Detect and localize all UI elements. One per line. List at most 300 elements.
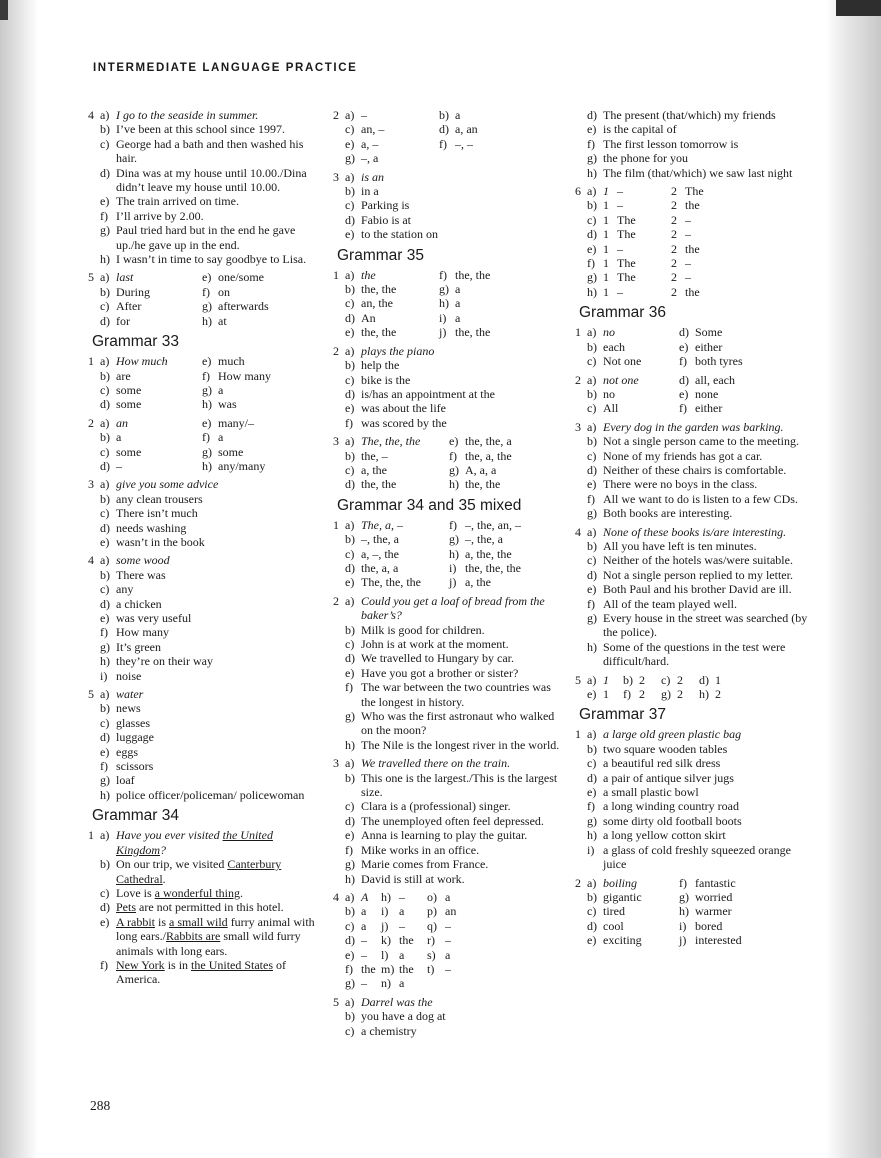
exercise-number xyxy=(88,397,100,411)
answer-row xyxy=(575,742,810,756)
exercise xyxy=(333,170,563,242)
answer-text: a large old green plastic bag xyxy=(603,727,742,742)
answer-row xyxy=(575,611,810,640)
answer-text: many/– xyxy=(218,415,254,430)
exercise-number xyxy=(575,539,587,553)
answer-pair-left xyxy=(345,137,439,151)
answer-row xyxy=(88,582,324,596)
exercise xyxy=(333,594,563,752)
item-letter: – xyxy=(685,270,691,285)
exercise-number xyxy=(333,771,345,800)
exercise xyxy=(88,553,324,683)
answer-pair-right xyxy=(679,387,718,401)
item-letter: h) xyxy=(587,639,597,654)
answer-row xyxy=(88,687,324,701)
exercise-number xyxy=(575,687,587,701)
answer-text: 1 xyxy=(603,227,609,242)
answer-row xyxy=(575,553,810,567)
answer-row xyxy=(575,420,810,434)
plain-text: are not permitted in this hotel. xyxy=(136,900,284,915)
answer-pair-right xyxy=(439,137,473,151)
item-letter: e) xyxy=(345,401,355,416)
item-letter: c) xyxy=(100,382,110,397)
answer-text: was xyxy=(218,397,237,412)
item-letter: e) xyxy=(345,665,355,680)
answer-row xyxy=(333,623,563,637)
answer-text: is an xyxy=(361,169,385,184)
answer-text: 1 xyxy=(603,241,609,256)
answer-row xyxy=(333,108,563,122)
item-letter: h) xyxy=(449,477,459,492)
exercise-number xyxy=(575,401,587,415)
item-letter: f) xyxy=(345,680,353,695)
answer-row xyxy=(575,184,810,198)
plain-text: small wild furry animals with long ears. xyxy=(116,929,301,958)
answer-row xyxy=(88,137,324,166)
item-letter: a) xyxy=(587,727,597,742)
answer-row xyxy=(575,933,810,947)
answer-text: the, the xyxy=(361,477,397,492)
page-left-edge-shadow xyxy=(0,0,38,1158)
answer-row xyxy=(333,463,563,477)
item-letter: e) xyxy=(587,122,597,137)
item-letter: c) xyxy=(587,448,597,463)
exercise-number: 3 xyxy=(333,756,339,771)
item-letter: f) xyxy=(100,625,108,640)
answer-text: a xyxy=(218,382,224,397)
exercise-number xyxy=(88,445,100,459)
answer-row xyxy=(575,597,810,611)
item-letter: a) xyxy=(587,372,597,387)
answer-pair-right xyxy=(439,296,460,310)
answer-row xyxy=(88,597,324,611)
exercise-number xyxy=(575,198,587,212)
exercise-number xyxy=(88,223,100,252)
exercise-number xyxy=(88,669,100,683)
item-letter: b) xyxy=(345,532,355,547)
answer-text: Not a single person replied to my letter. xyxy=(603,567,793,582)
answer-pair-left xyxy=(345,108,439,122)
exercise-number xyxy=(333,933,345,947)
answer-text: I’ve been at this school since 1997. xyxy=(116,122,285,137)
exercise-number xyxy=(88,773,100,787)
answer-row xyxy=(88,223,324,252)
answer-pair-left xyxy=(587,876,679,890)
answer-pair-left xyxy=(587,325,679,339)
underlined-phrase: New York xyxy=(116,957,165,972)
item-letter: b) xyxy=(100,701,110,716)
item-letter: b) xyxy=(345,184,355,199)
answer-row xyxy=(575,843,810,872)
item-letter: a) xyxy=(345,434,355,449)
answer-text: water xyxy=(116,687,144,702)
answer-row xyxy=(575,727,810,741)
answer-pair-right xyxy=(202,354,245,368)
answer-row xyxy=(575,108,810,122)
answer-row xyxy=(88,506,324,520)
answer-row xyxy=(575,828,810,842)
item-letter: e) xyxy=(679,386,689,401)
item-letter: b) xyxy=(100,430,110,445)
answer-text: noise xyxy=(116,668,142,683)
item-letter: t) xyxy=(427,961,435,976)
item-letter: a) xyxy=(345,889,355,904)
item-letter: b) xyxy=(345,282,355,297)
answer-text: last xyxy=(116,270,134,285)
answer-text: Marie comes from France. xyxy=(361,857,489,872)
answer-row xyxy=(88,654,324,668)
answer-text: a pair of antique silver jugs xyxy=(603,770,734,785)
exercise-number xyxy=(333,227,345,241)
answer-pair-left xyxy=(345,532,449,546)
answer-text xyxy=(116,886,324,900)
answer-text: tired xyxy=(603,904,625,919)
exercise-number xyxy=(88,459,100,473)
item-letter: f) xyxy=(439,267,447,282)
answer-text: the, – xyxy=(361,448,388,463)
exercise-number xyxy=(333,1024,345,1038)
answer-text: a long yellow cotton skirt xyxy=(603,828,726,843)
answer-text: How much xyxy=(116,354,168,369)
answer-pair-left xyxy=(587,340,679,354)
answer-pair-left xyxy=(587,387,679,401)
item-letter: a) xyxy=(587,184,597,199)
answer-text: loaf xyxy=(116,773,135,788)
exercise-number xyxy=(575,742,587,756)
answer-pair-left xyxy=(100,354,202,368)
exercise-number xyxy=(333,311,345,325)
answer-text: 2 xyxy=(671,270,677,285)
item-letter: f) xyxy=(587,799,595,814)
plain-text: Love is xyxy=(116,885,155,900)
exercise-number xyxy=(88,285,100,299)
answer-pair-right xyxy=(679,373,735,387)
answer-pair-left xyxy=(345,151,439,165)
exercise-number: 4 xyxy=(333,889,339,904)
answer-text: A, a, a xyxy=(465,462,497,477)
answer-pair-right xyxy=(439,311,460,325)
answer-pair-right xyxy=(449,518,521,532)
answer-text: All we want to do is listen to a few CDs. xyxy=(603,491,798,506)
exercise-number xyxy=(88,194,100,208)
answer-row xyxy=(575,687,810,701)
answer-text: the xyxy=(361,961,376,976)
item-letter: f) xyxy=(623,687,631,702)
exercise-number xyxy=(333,358,345,372)
answer-pair-right xyxy=(202,459,265,473)
answer-row xyxy=(333,799,563,813)
item-letter: e) xyxy=(345,575,355,590)
answer-pair-right xyxy=(439,151,455,165)
answer-pair-right xyxy=(202,430,223,444)
item-letter: i) xyxy=(100,668,108,683)
item-letter: h) xyxy=(345,737,355,752)
item-letter: h) xyxy=(587,828,597,843)
answer-text: a, an xyxy=(455,122,478,137)
item-letter: g) xyxy=(345,709,355,724)
answer-text: interested xyxy=(695,933,742,948)
answer-pair-left xyxy=(345,575,449,589)
answer-text: 1 xyxy=(603,212,609,227)
item-letter: b) xyxy=(100,122,110,137)
answer-text: The present (that/which) my friends xyxy=(603,108,776,122)
answer-text: How many xyxy=(116,625,169,640)
item-letter: b) xyxy=(587,339,597,354)
item-letter: e) xyxy=(202,270,212,285)
answer-row xyxy=(88,553,324,567)
answer-row xyxy=(333,358,563,372)
item-letter: f) xyxy=(345,842,353,857)
exercise-number xyxy=(333,184,345,198)
exercise-number xyxy=(575,843,587,872)
answer-row xyxy=(575,876,810,890)
answer-text: either xyxy=(695,401,723,416)
answer-pair-left xyxy=(100,314,202,328)
item-letter: l) xyxy=(381,947,389,962)
item-letter: b) xyxy=(345,1009,355,1024)
item-letter: a) xyxy=(100,687,110,702)
answer-pair-right xyxy=(679,401,722,415)
exercise-number xyxy=(333,122,345,136)
item-letter: f) xyxy=(587,256,595,271)
column-right xyxy=(575,108,810,952)
answer-row xyxy=(333,296,563,310)
answer-row xyxy=(88,299,324,313)
item-letter: a) xyxy=(100,108,110,122)
exercise-number xyxy=(333,962,345,976)
answer-text: afterwards xyxy=(218,299,269,314)
answer-row xyxy=(88,314,324,328)
exercise-number xyxy=(575,919,587,933)
answer-text: the xyxy=(399,933,414,948)
item-letter: e) xyxy=(100,194,110,209)
answer-text: Darrel was the xyxy=(361,994,433,1009)
item-letter: c) xyxy=(100,715,110,730)
exercise-number xyxy=(333,1009,345,1023)
exercise-number xyxy=(333,828,345,842)
item-letter xyxy=(427,976,445,990)
item-letter: g) xyxy=(100,223,110,238)
exercise-number: 3 xyxy=(333,169,339,184)
item-letter: b) xyxy=(587,538,597,553)
answer-text: I go to the seaside in summer. xyxy=(116,108,259,122)
answer-pair-left xyxy=(100,397,202,411)
answer-row xyxy=(333,872,563,886)
answer-text: two square wooden tables xyxy=(603,741,728,756)
exercise-number: 1 xyxy=(575,325,581,340)
answer-text: a xyxy=(116,430,122,445)
answer-pair-left xyxy=(345,122,439,136)
item-letter: g) xyxy=(345,976,355,991)
answer-text: police officer/policeman/ policewoman xyxy=(116,787,305,802)
answer-row xyxy=(88,166,324,195)
item-letter: a) xyxy=(345,108,355,122)
answer-pair-left xyxy=(587,890,679,904)
answer-text: 1 xyxy=(715,672,721,687)
answer-text: – xyxy=(361,976,367,991)
item-letter: f) xyxy=(587,136,595,151)
exercise-number xyxy=(575,285,587,299)
answer-text: some dirty old football boots xyxy=(603,813,742,828)
item-letter: b) xyxy=(587,386,597,401)
item-letter: e) xyxy=(345,227,355,242)
answer-row xyxy=(333,213,563,227)
item-letter: h) xyxy=(100,252,110,267)
answer-row xyxy=(333,948,563,962)
answer-pair-left xyxy=(587,919,679,933)
exercise-number xyxy=(575,434,587,448)
item-letter: b) xyxy=(587,741,597,756)
answer-text: It’s green xyxy=(116,639,161,654)
answer-text: any/many xyxy=(218,458,266,473)
answer-text: the, the xyxy=(455,325,491,340)
item-letter: h) xyxy=(439,296,449,311)
answer-text: in a xyxy=(361,184,379,199)
section-heading: Grammar 35 xyxy=(337,246,424,264)
answer-row xyxy=(333,976,563,990)
item-letter: e) xyxy=(587,785,597,800)
exercise-number xyxy=(333,843,345,857)
item-letter: d) xyxy=(439,122,449,137)
item-letter: g) xyxy=(661,687,671,702)
answer-text: There was xyxy=(116,567,166,582)
answer-pair-left xyxy=(345,325,439,339)
exercise-number xyxy=(575,227,587,241)
answer-row xyxy=(333,547,563,561)
exercise-number: 1 xyxy=(575,727,581,742)
answer-row xyxy=(333,738,563,752)
answer-row xyxy=(333,151,563,165)
item-letter: d) xyxy=(587,770,597,785)
answer-row xyxy=(333,373,563,387)
answer-text: a xyxy=(455,310,461,325)
exercise-number xyxy=(88,716,100,730)
exercise-number xyxy=(575,108,587,122)
item-letter: – xyxy=(617,198,623,213)
exercise xyxy=(575,108,810,180)
item-letter: a) xyxy=(345,593,355,608)
item-letter: a) xyxy=(100,415,110,430)
exercise-number: 6 xyxy=(575,184,581,199)
answer-row xyxy=(333,198,563,212)
exercise xyxy=(575,525,810,669)
answer-row xyxy=(575,492,810,506)
answer-text: boiling xyxy=(603,875,638,890)
exercise-number xyxy=(88,582,100,596)
answer-pair-left xyxy=(100,459,202,473)
item-letter: g) xyxy=(587,151,597,166)
item-letter: a) xyxy=(587,419,597,434)
exercise xyxy=(88,354,324,412)
answer-text: a, the, the xyxy=(465,546,512,561)
exercise-number xyxy=(575,387,587,401)
answer-pair-left xyxy=(587,933,679,947)
item-letter: a) xyxy=(345,343,355,358)
answer-row xyxy=(333,575,563,589)
exercise-number xyxy=(88,383,100,397)
answer-text: The unemployed often feel depressed. xyxy=(361,813,544,828)
answer-row xyxy=(88,915,324,958)
answer-text: not one xyxy=(603,372,639,387)
answer-pair-right xyxy=(202,369,271,383)
answer-row xyxy=(575,525,810,539)
answer-row xyxy=(575,213,810,227)
exercise-number: 3 xyxy=(575,419,581,434)
answer-text: The first lesson tomorrow is xyxy=(603,136,739,151)
item-letter: d) xyxy=(100,313,110,328)
exercise-number xyxy=(333,213,345,227)
item-letter: n) xyxy=(381,976,391,991)
answer-row xyxy=(333,962,563,976)
item-letter: d) xyxy=(345,560,355,575)
answer-row xyxy=(333,843,563,857)
item-letter: g) xyxy=(587,270,597,285)
answer-text: any xyxy=(116,582,134,597)
exercise xyxy=(575,184,810,299)
exercise-number: 2 xyxy=(333,593,339,608)
item-letter: – xyxy=(617,241,623,256)
item-letter: h) xyxy=(699,687,709,702)
item-letter: c) xyxy=(587,401,597,416)
exercise-number xyxy=(333,137,345,151)
exercise-number: 2 xyxy=(333,108,339,122)
exercise-number xyxy=(88,137,100,166)
answer-row xyxy=(88,958,324,987)
item-letter: g) xyxy=(449,532,459,547)
item-letter: d) xyxy=(100,397,110,412)
answer-text: a, –, the xyxy=(361,546,399,561)
item-letter: c) xyxy=(100,444,110,459)
page-right-edge-shadow xyxy=(826,0,881,1158)
item-letter: e) xyxy=(345,325,355,340)
item-letter: o) xyxy=(427,889,437,904)
exercise-number xyxy=(575,151,587,165)
answer-text: John is at work at the moment. xyxy=(361,637,509,651)
item-letter: b) xyxy=(587,198,597,213)
answer-text: Every house in the street was searched (by the police). xyxy=(603,611,808,640)
answer-pair-right xyxy=(202,397,237,411)
item-letter: b) xyxy=(345,904,355,919)
item-letter: h) xyxy=(202,458,212,473)
answer-row xyxy=(88,625,324,639)
answer-row xyxy=(333,344,563,358)
item-letter: f) xyxy=(439,136,447,151)
exercise-number xyxy=(575,242,587,256)
answer-text: Clara is a (professional) singer. xyxy=(361,799,511,814)
exercise-number xyxy=(333,575,345,589)
item-letter: f) xyxy=(100,957,108,972)
answer-pair-right xyxy=(679,933,742,947)
answer-text: the, the xyxy=(465,477,501,492)
exercise-number xyxy=(88,788,100,802)
answer-text: gigantic xyxy=(603,889,642,904)
answer-pair-left xyxy=(100,430,202,444)
answer-row xyxy=(575,373,810,387)
exercise-number: 5 xyxy=(88,270,94,285)
answer-text: How many xyxy=(218,368,271,383)
answer-text: 1 xyxy=(603,256,609,271)
answer-text: 2 xyxy=(671,241,677,256)
answer-text: a beautiful red silk dress xyxy=(603,756,721,771)
answer-row xyxy=(333,311,563,325)
answer-row xyxy=(88,568,324,582)
answer-row xyxy=(575,325,810,339)
exercise-number: 4 xyxy=(88,553,94,568)
answer-row xyxy=(333,709,563,738)
answer-text: a xyxy=(445,947,451,962)
exercise-number xyxy=(88,209,100,223)
answer-row xyxy=(575,401,810,415)
